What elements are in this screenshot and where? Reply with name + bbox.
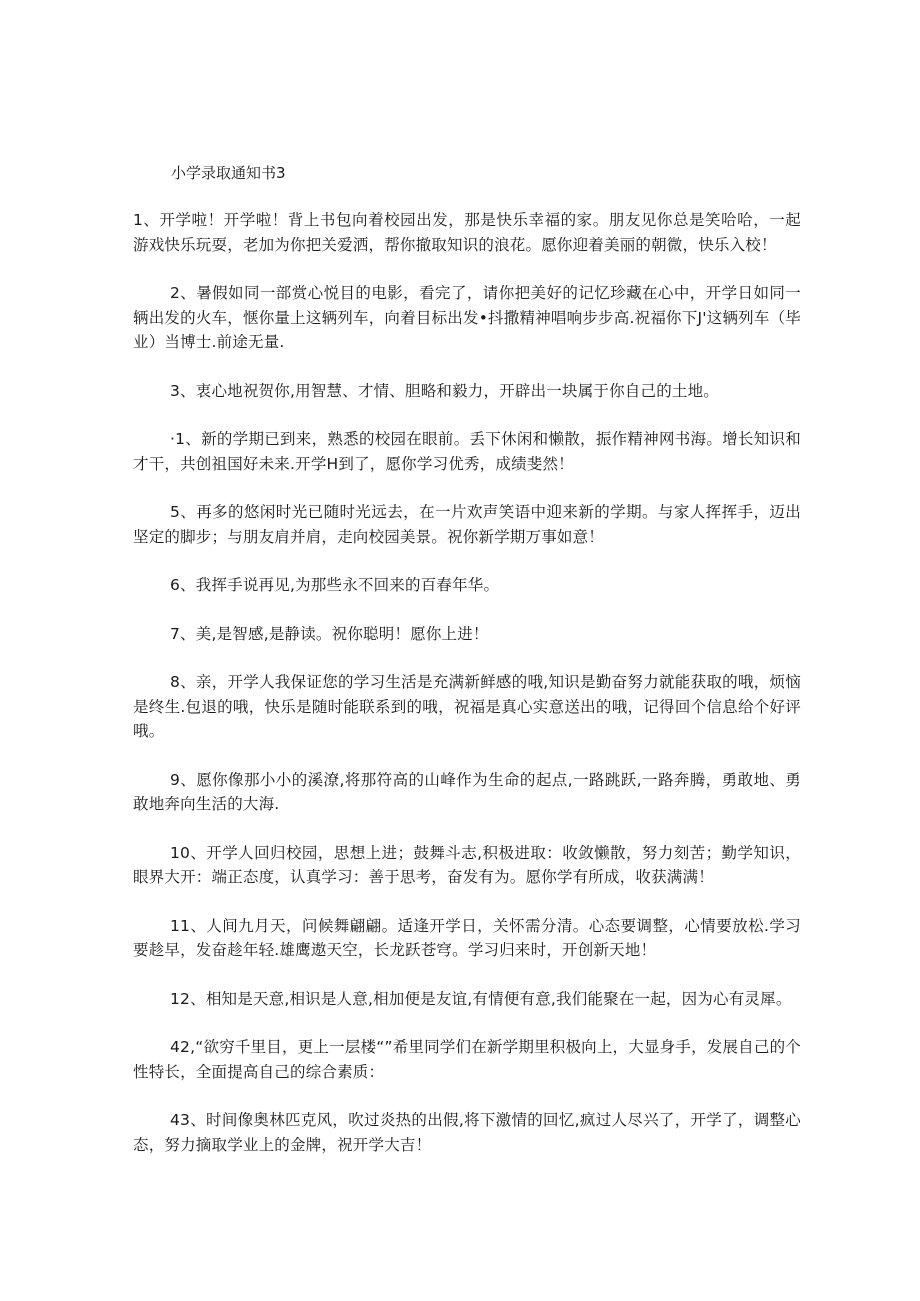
paragraph-6: 6、我挥手说再见,为那些永不回来的百春年华。 [170,576,500,594]
paragraph-8: 8、亲，开学人我保证您的学习生活是充满新鲜感的哦,知识是勤奋努力就能获取的哦，烦恼是终生.包退的哦，快乐是随时能联系到的哦，祝福是真心实意送出的哦，记得回个信息给个好评哦。 [133,673,801,740]
paragraph-2: 2、暑假如同一部赏心悦目的电影，看完了，请你把美好的记忆珍藏在心中，开学日如同一辆出发的火车，惬你量上这辆列车，向着目标出发•抖撒精神唱响步步高.祝福你下J'这辆列车（毕业）当博士.前途无量. [133,284,801,351]
paragraph-11: 11、人间九月天，问候舞翩翩。适逢开学日，关怀需分清。心态要调整，心情要放松.学习要趁早，发奋趁年轻.雄鹰遨天空，长龙跃苍穹。学习归来时，开创新天地！ [133,916,801,959]
paragraph-9: 9、愿你像那小小的溪潦,将那符高的山峰作为生命的起点,一路跳跃,一路奔腾，勇敢地、勇敢地奔向生活的大海. [133,770,801,813]
paragraph-5: 5、再多的悠闲时光已随时光远去，在一片欢声笑语中迎来新的学期。与家人挥挥手，迈出坚定的脚步；与朋友肩并肩，走向校园美景。祝你新学期万事如意！ [133,503,801,546]
paragraph-7: 7、美,是智感,是静读。祝你聪明！愿你上进！ [170,624,489,643]
document-title: 小学录取通知书3 [171,164,286,182]
paragraph-10: 10、开学人回归校园，思想上进；鼓舞斗志,积极进取：收敛懒散，努力刻苦；勤学知识，眼界大开：端正态度，认真学习：善于思考，奋发有为。愿你学有所成，收获满满！ [133,843,801,886]
document-body [133,208,801,1181]
paragraph-14: 43、时间像奥林匹克风，吹过炎热的出假,将下激情的回忆,疯过人尽兴了，开学了，调整心态，努力摘取学业上的金牌，祝开学大吉！ [133,1111,801,1154]
paragraph-1: 1、开学啦！开学啦！背上书包向着校园出发，那是快乐幸福的家。朋友见你总是笑哈哈，一起游戏快乐玩耍，老加为你把关爱洒，帮你撤取知识的浪花。愿你迎着美丽的朝微，快乐入校！ [133,211,801,254]
paragraph-4: ·1、新的学期已到来，熟悉的校园在眼前。丢下休闲和懒散，振作精神网书海。增长知识和才干，共创祖国好未来.开学H到了，愿你学习优秀，成绩斐然！ [133,430,801,473]
paragraph-12: 12、相知是天意,相识是人意,相加便是友谊,有情便有意,我们能聚在一起，因为心有灵犀。 [170,989,792,1008]
paragraph-3: 3、衷心地祝贺你,用智慧、才情、胆略和毅力，开辟出一块属于你自己的土地。 [170,381,719,400]
paragraph-13: 42,“欲穷千里目，更上一层楼“”希里同学们在新学期里积极向上，大显身手，发展自己的个性特长，全面提高自己的综合素质： [133,1038,801,1081]
